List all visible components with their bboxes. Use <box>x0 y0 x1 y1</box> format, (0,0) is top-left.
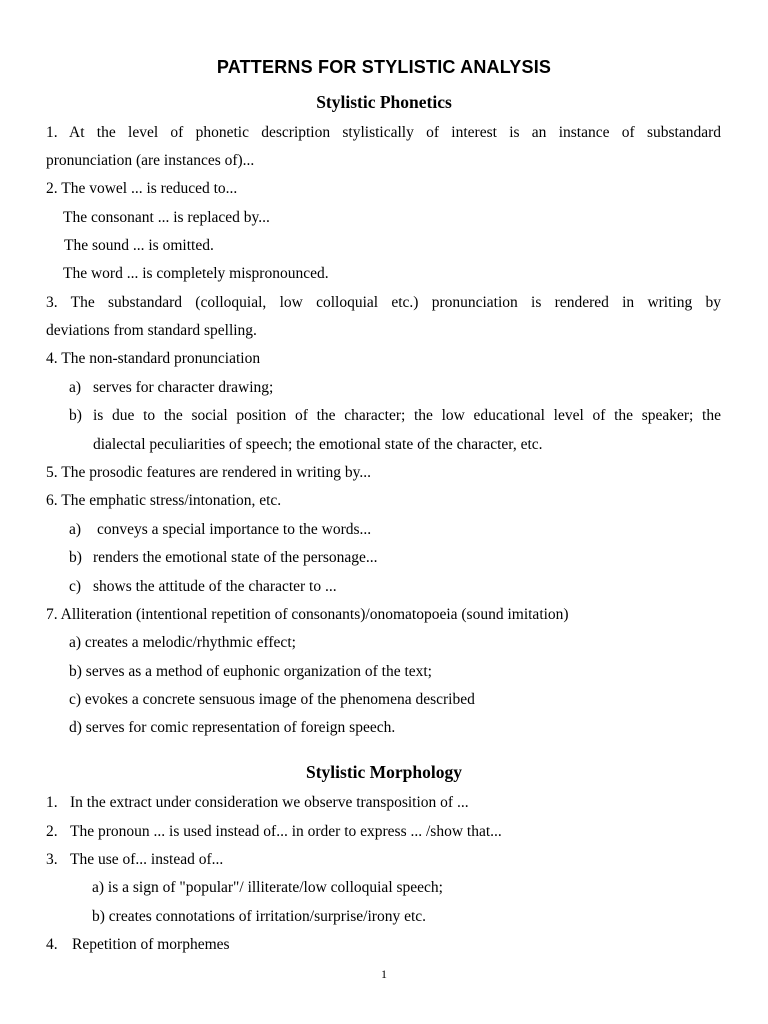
section-heading-phonetics: Stylistic Phonetics <box>316 92 452 112</box>
page-title: PATTERNS FOR STYLISTIC ANALYSIS <box>216 57 552 77</box>
list-item-text: Repetition of morphemes <box>72 936 230 953</box>
list-item-label: 4. <box>46 936 58 953</box>
list-item-text: The pronoun ... is used instead of... in order to express ... /show that... <box>70 823 502 840</box>
paragraph-line: 1. At the level of phonetic description stylistically of interest is an instance of substandard <box>46 124 721 141</box>
paragraph-line: The consonant ... is replaced by... <box>63 209 270 226</box>
list-item: c) evokes a concrete sensuous image of the phenomena described <box>69 691 475 708</box>
list-item-text: In the extract under consideration we observe transposition of ... <box>70 794 469 811</box>
list-item-text: dialectal peculiarities of speech; the emotional state of the character, etc. <box>93 436 543 453</box>
paragraph-line: 7. Alliteration (intentional repetition of consonants)/onomatopoeia (sound imitation) <box>46 606 569 623</box>
list-item-label: b) <box>69 549 82 566</box>
list-item: b) serves as a method of euphonic organization of the text; <box>69 663 432 680</box>
list-item: b) creates connotations of irritation/surprise/irony etc. <box>92 908 427 925</box>
paragraph-line: The word ... is completely mispronounced. <box>63 265 329 282</box>
list-item: d) serves for comic representation of foreign speech. <box>69 719 396 736</box>
list-item-text: renders the emotional state of the personage... <box>93 549 378 566</box>
list-item-text: conveys a special importance to the words... <box>97 521 372 538</box>
list-item-label: 3. <box>46 851 58 868</box>
paragraph-line: 6. The emphatic stress/intonation, etc. <box>46 492 282 509</box>
list-item: a) creates a melodic/rhythmic effect; <box>69 634 296 651</box>
list-item-text: is due to the social position of the character; the low educational level of the speaker; the <box>93 407 721 424</box>
list-item-label: c) <box>69 578 82 595</box>
paragraph-line: The sound ... is omitted. <box>64 237 214 254</box>
paragraph-line: 3. The substandard (colloquial, low colloquial etc.) pronunciation is rendered in writing by <box>46 294 721 311</box>
paragraph-line: deviations from standard spelling. <box>46 322 257 339</box>
list-item-text: The use of... instead of... <box>70 851 224 868</box>
list-item-text: shows the attitude of the character to ... <box>93 578 337 595</box>
paragraph-line: pronunciation (are instances of)... <box>46 152 255 169</box>
paragraph-line: 2. The vowel ... is reduced to... <box>46 180 238 197</box>
paragraph-line: 4. The non-standard pronunciation <box>46 350 261 367</box>
list-item: a) is a sign of "popular"/ illiterate/low colloquial speech; <box>92 879 443 896</box>
page-number: 1 <box>381 967 387 981</box>
section-heading-morphology: Stylistic Morphology <box>305 762 463 782</box>
list-item-label: a) <box>69 379 82 396</box>
list-item-label: 1. <box>46 794 58 811</box>
list-item-text: serves for character drawing; <box>93 379 274 396</box>
list-item-label: a) <box>69 521 82 538</box>
list-item-label: 2. <box>46 823 58 840</box>
list-item-label: b) <box>69 407 82 424</box>
paragraph-line: 5. The prosodic features are rendered in writing by... <box>46 464 371 481</box>
